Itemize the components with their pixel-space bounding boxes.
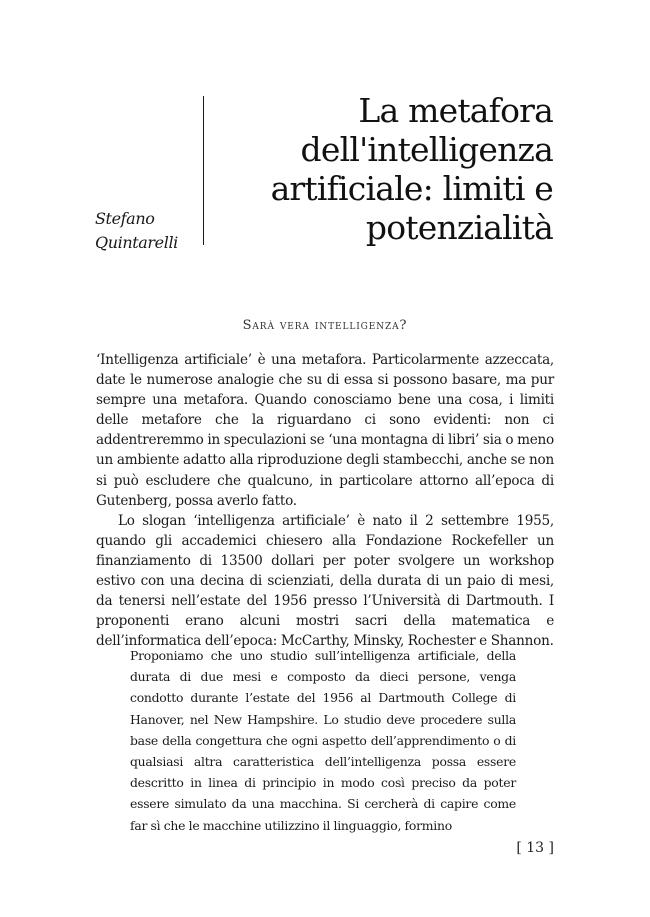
block-quote [130, 645, 516, 836]
paragraph-2: Lo slogan ‘intelligenza artificiale’ è nato il 2 settembre 1955, quando gli accademici chiesero alla Fondazione Rockefeller un finanziamento di 13500 dollari per poter svolgere un workshop estivo con una decina di scienziati, della durata di un paio di mesi, da tenersi nell’estate del 1956 presso l’Università di Dartmouth. I proponenti erano alcuni mostri sacri della matematica e dell’informatica dell’epoca: McCarthy, Minsky, Rochester e Shannon. [96, 512, 554, 650]
author-name [95, 207, 178, 255]
title-line-1: La metafora [358, 91, 553, 130]
title-line-2: dell'intelligenza [300, 130, 553, 169]
title-line-4: potenzialità [365, 208, 553, 247]
title-line-3: artificiale: limiti e [270, 169, 553, 208]
paragraph-1: ‘Intelligenza artificiale’ è una metafora. Particolarmente azzeccata, date le numerose analogie che su di essa si possono basare, ma pur sempre una metafora. Quando conosciamo bene una cosa, i limiti delle metafore che la riguardano ci sono evidenti: non ci addentreremmo in speculazioni se ‘una montagna di libri’ sia o meno un ambiente adatto alla riproduzione degli stambecchi, anche se non si può escludere che qualcuno, in particolare attorno all’epoca di Gutenberg, possa averlo fatto. [96, 352, 554, 509]
chapter-title [233, 91, 553, 247]
section-heading: Sarà vera intelligenza? [242, 318, 408, 333]
author-last-name: Quintarelli [95, 233, 178, 252]
quote-text: Proponiamo che uno studio sull’intelligenza artificiale, della durata di due mesi e composto da dieci persone, venga condotto durante l’estate del 1956 al Dartmouth College di Hanover, nel New Hampshire. Lo studio deve procedere sulla base della congettura che ogni aspetto dell’apprendimento o di qualsiasi altra caratteristica dell’intelligenza possa essere descritto in linea di principio in modo così preciso da poter essere simulato da una macchina. Si cercherà di capire come far sì che le macchine utilizzino il linguaggio, formino [130, 648, 516, 833]
body-text [96, 350, 554, 651]
page-number: [ 13 ] [516, 840, 554, 856]
vertical-divider [203, 96, 204, 245]
author-first-name: Stefano [95, 209, 155, 228]
